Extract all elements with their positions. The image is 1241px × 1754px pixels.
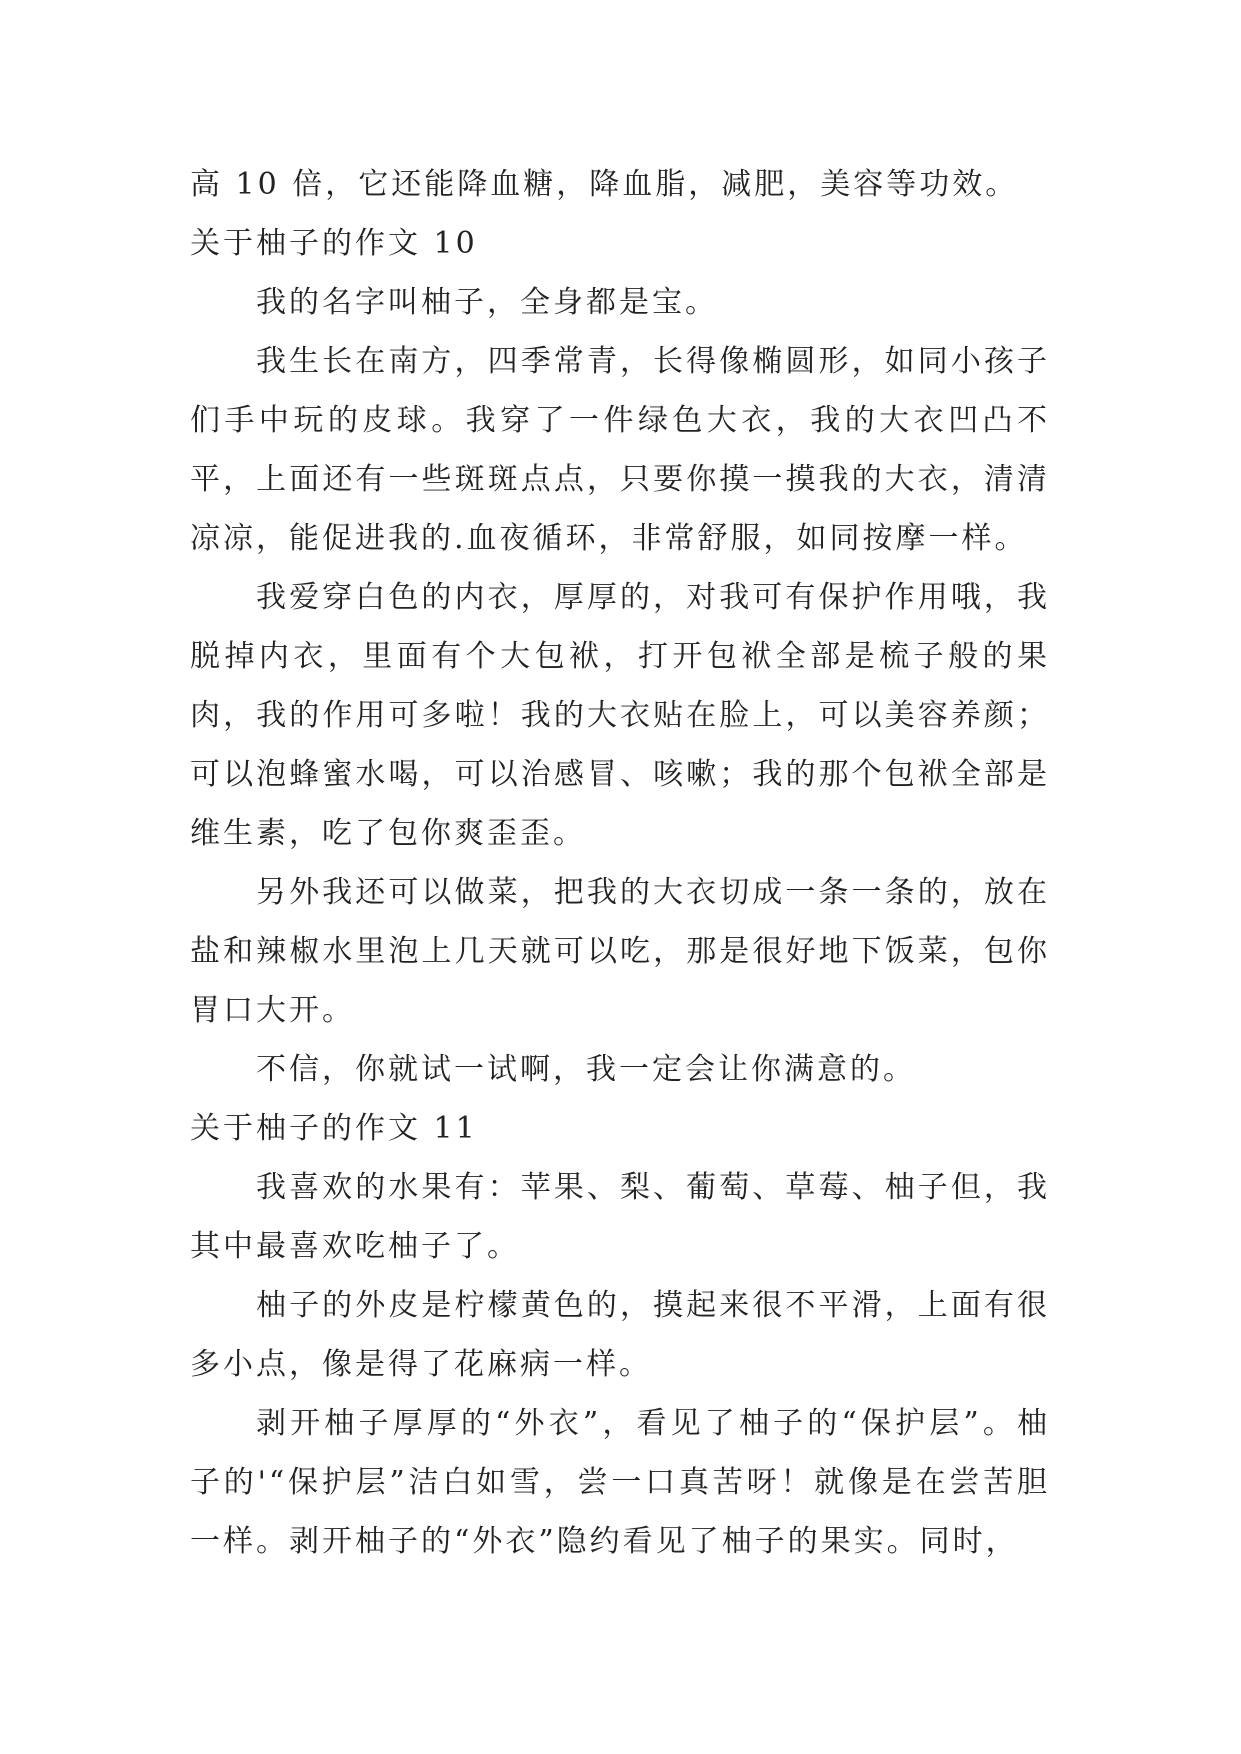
paragraph: 不信，你就试一试啊，我一定会让你满意的。 <box>256 1052 916 1087</box>
continuation-text: 高 10 倍，它还能降血糖，降血脂，减肥，美容等功效。 <box>190 167 1019 202</box>
paragraph: 我生长在南方，四季常青，长得像椭圆形，如同小孩子们手中玩的皮球。我穿了一件绿色大衣，我的大衣凹凸不平，上面还有一些斑斑点点，只要你摸一摸我的大衣，清清凉凉，能促进我的.血夜循环，非常舒服，如同按摩一样。 <box>190 344 1050 556</box>
paragraph: 剥开柚子厚厚的“外衣”，看见了柚子的“保护层”。柚子的'“保护层”洁白如雪，尝一口真苦呀！就像是在尝苦胆一样。剥开柚子的“外衣”隐约看见了柚子的果实。同时， <box>190 1406 1050 1559</box>
section-heading: 关于柚子的作文 11 <box>190 1111 478 1146</box>
paragraph: 我爱穿白色的内衣，厚厚的，对我可有保护作用哦，我脱掉内衣，里面有个大包袱，打开包袱全部是梳子般的果肉，我的作用可多啦！我的大衣贴在脸上，可以美容养颜；可以泡蜂蜜水喝，可以治感冒、咳嗽；我的那个包袱全部是维生素，吃了包你爽歪歪。 <box>190 580 1050 851</box>
paragraph: 我喜欢的水果有：苹果、梨、葡萄、草莓、柚子但，我其中最喜欢吃柚子了。 <box>190 1170 1050 1264</box>
paragraph: 另外我还可以做菜，把我的大衣切成一条一条的，放在盐和辣椒水里泡上几天就可以吃，那是很好地下饭菜，包你胃口大开。 <box>190 875 1050 1028</box>
section-heading: 关于柚子的作文 10 <box>190 226 478 261</box>
paragraph: 我的名字叫柚子，全身都是宝。 <box>256 285 718 320</box>
document-body <box>190 155 1050 1571</box>
paragraph: 柚子的外皮是柠檬黄色的，摸起来很不平滑，上面有很多小点，像是得了花麻病一样。 <box>190 1288 1050 1382</box>
